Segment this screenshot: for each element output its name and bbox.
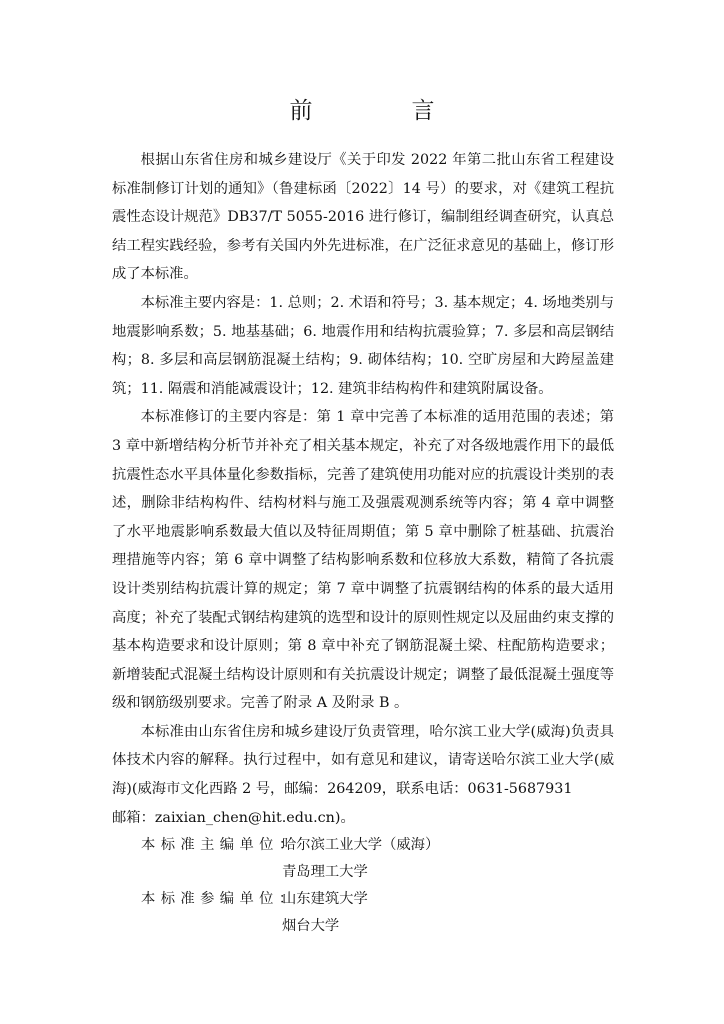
chief-editor-list — [282, 832, 439, 886]
paragraph-management: 本标准由山东省住房和城乡建设厅负责管理，哈尔滨工业大学(威海)负责具体技术内容的解释。执行过程中，如有意见和建议，请寄送哈尔滨工业大学(威海)(威海市文化西路 2 号，邮编：264209，联系电话：0631-5687931 — [112, 723, 614, 798]
paragraph-revision-contents: 本标准修订的主要内容是：第 1 章中完善了本标准的适用范围的表述；第 3 章中新增结构分析节并补充了相关基本规定，补充了对各级地震作用下的最低抗震性态水平具体量化参数指标，完善了建筑使用功能对应的抗震设计类别的表述，删除非结构构件、结构材料与施工及强震观测系统等内容；第 4 章中调整了水平地震影响系数最大值以及特征周期值；第 5 章中删除了桩基础、抗震治理措施等内容；第 6 章中调整了结构影响系数和位移放大系数，精简了各抗震设计类别结构抗震计算的规定；第 7 章中调整了抗震钢结构的体系的最大适用高度；补充了装配式钢结构建筑的选型和设计的原则性规定以及屈曲约束支撑的基本构造要求和设计原则；第 8 章中补充了钢筋混凝土梁、柱配筋构造要求；新增装配式混凝土结构设计原则和有关抗震设计规定；调整了最低混凝土强度等级和钢筋级别要求。完善了附录 A 及附录 B 。 — [112, 409, 614, 712]
email-line: 邮箱：zaixian_chen@hit.edu.cn)。 — [112, 809, 355, 826]
chief-editor-label: 本标准主编单位： — [141, 837, 299, 854]
unit-item: 烟台大学 — [282, 918, 340, 935]
preface-body — [112, 146, 614, 940]
unit-item: 青岛理工大学 — [282, 864, 368, 881]
paragraph-main-contents: 本标准主要内容是：1. 总则；2. 术语和符号；3. 基本规定；4. 场地类别与地震影响系数；5. 地基基础；6. 地震作用和结构抗震验算；7. 多层和高层钢结构；8. 多层和高层钢筋混凝土结构；9. 砌体结构；10. 空旷房屋和大跨屋盖建筑；11. 隔震和消能减震设计；12. 建筑非结构构件和建筑附属设备。 — [112, 294, 614, 397]
chief-editor-units — [112, 832, 614, 886]
participating-units — [112, 886, 614, 940]
participating-label: 本标准参编单位： — [141, 891, 299, 908]
page-title: 前 言 — [289, 98, 473, 124]
unit-item: 哈尔滨工业大学（威海） — [282, 837, 440, 854]
participating-list — [282, 886, 368, 940]
unit-item: 山东建筑大学 — [282, 891, 368, 908]
paragraph-revision-basis: 根据山东省住房和城乡建设厅《关于印发 2022 年第二批山东省工程建设标准制修订计划的通知》（鲁建标函〔2022〕14 号）的要求，对《建筑工程抗震性态设计规范》DB37/T 5055-2016 进行修订，编制组经调查研究，认真总结工程实践经验，参考有关国内外先进标准，在广泛征求意见的基础上，修订形成了本标准。 — [112, 152, 614, 283]
